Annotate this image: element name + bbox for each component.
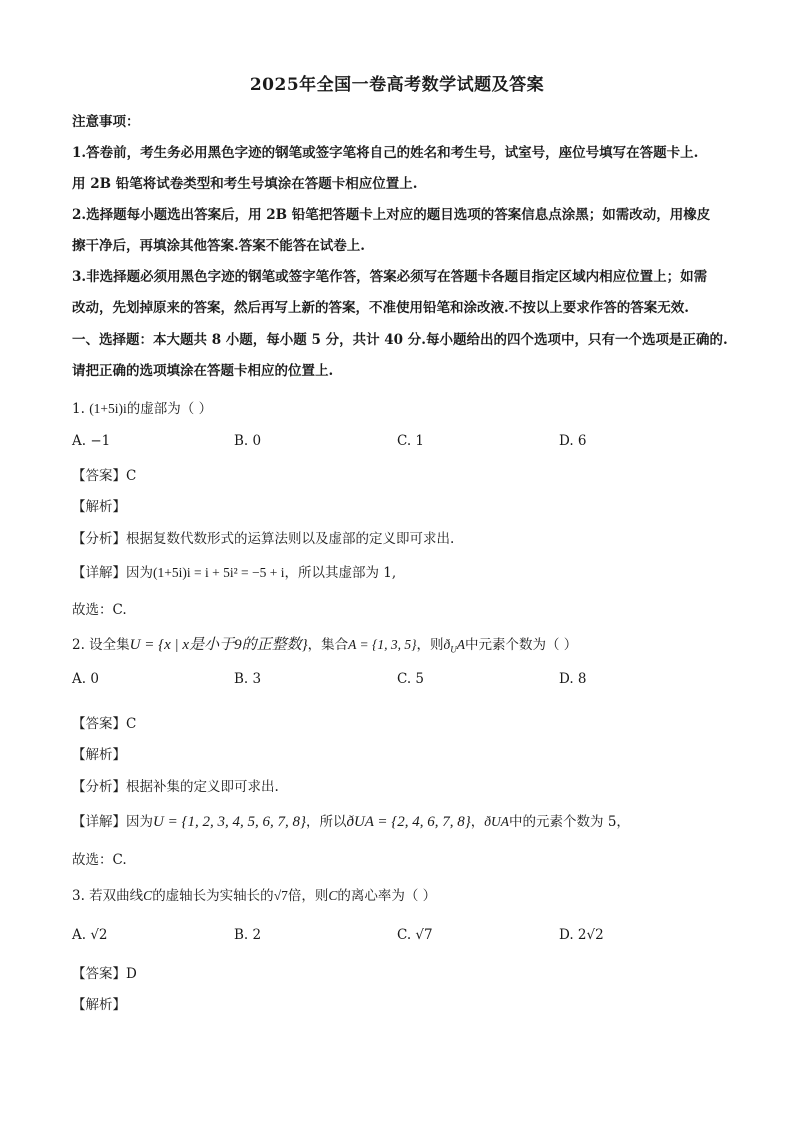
q1-option-a: A. −1 bbox=[72, 433, 111, 449]
q2-subscript: U bbox=[450, 644, 457, 655]
q2-stem-then: ，则 bbox=[416, 637, 444, 653]
page-title: 2025年全国一卷高考数学试题及答案 bbox=[249, 75, 545, 95]
q1-detail-math: (1+5i)i = i + 5i² = −5 + i bbox=[153, 565, 285, 580]
q1-option-c: C. 1 bbox=[397, 433, 425, 449]
notice-item-1-line-2: 用 2B 铅笔将试卷类型和考生号填涂在答题卡相应位置上. bbox=[72, 176, 418, 192]
question-3-stem bbox=[72, 884, 436, 904]
q2-option-b: B. 3 bbox=[234, 671, 262, 687]
q2-detail-math-3: ðUA bbox=[484, 814, 510, 829]
q3-option-c: C. √7 bbox=[397, 927, 433, 943]
q1-detail-prefix: 【详解】因为 bbox=[72, 565, 153, 581]
question-2-stem bbox=[72, 633, 577, 655]
q2-answer: 【答案】C bbox=[72, 716, 137, 732]
q2-detail-mid: ，所以 bbox=[305, 814, 347, 830]
question-1-text: 的虚部为（ ） bbox=[126, 401, 213, 417]
notice-item-3-line-2: 改动，先划掉原来的答案，然后再写上新的答案，不准使用铅笔和涂改液.不按以上要求作答的答案无效. bbox=[72, 300, 689, 316]
q1-option-d: D. 6 bbox=[559, 433, 587, 449]
q1-option-b: B. 0 bbox=[234, 433, 262, 449]
q2-stem-prefix: 2. 设全集 bbox=[72, 637, 130, 653]
q3-option-d: D. 2√2 bbox=[559, 927, 604, 943]
q2-stem-suffix: 中元素个数为（ ） bbox=[465, 637, 578, 653]
q1-analysis: 【分析】根据复数代数形式的运算法则以及虚部的定义即可求出. bbox=[72, 531, 455, 547]
q2-option-d: D. 8 bbox=[559, 671, 587, 687]
q2-detail-prefix: 【详解】因为 bbox=[72, 814, 153, 830]
q2-set-symbol: A bbox=[456, 637, 465, 652]
q2-option-a: A. 0 bbox=[72, 671, 99, 687]
q3-analysis-label: 【解析】 bbox=[72, 997, 126, 1013]
notice-item-2-line-1: 2.选择题每小题选出答案后，用 2B 铅笔把答题卡上对应的题目选项的答案信息点涂黑；如需改动，用橡皮 bbox=[72, 207, 711, 223]
q2-set-a: A = {1, 3, 5} bbox=[348, 637, 417, 652]
q2-analysis: 【分析】根据补集的定义即可求出. bbox=[72, 779, 279, 795]
q1-detail-suffix: ，所以其虚部为 1, bbox=[284, 565, 397, 581]
q1-analysis-label: 【解析】 bbox=[72, 499, 126, 515]
q2-analysis-label: 【解析】 bbox=[72, 747, 126, 763]
complement-icon: ð bbox=[443, 637, 451, 652]
q2-conclusion: 故选：C. bbox=[72, 852, 127, 868]
q2-detail-suffix: 中的元素个数为 5， bbox=[509, 814, 630, 830]
q3-answer: 【答案】D bbox=[72, 966, 137, 982]
q2-detail-math: U = {1, 2, 3, 4, 5, 6, 7, 8} bbox=[153, 814, 306, 830]
q1-answer: 【答案】C bbox=[72, 468, 137, 484]
q1-detail bbox=[72, 561, 396, 581]
notice-heading: 注意事项： bbox=[72, 114, 140, 130]
q2-option-c: C. 5 bbox=[397, 671, 425, 687]
q3-curve-c: C bbox=[143, 888, 153, 903]
q3-curve-c-2: C bbox=[328, 888, 338, 903]
q3-option-b: B. 2 bbox=[234, 927, 262, 943]
notice-item-3-line-1: 3.非选择题必须用黑色字迹的钢笔或签字笔作答，答案必须写在答题卡各题目指定区域内相应位置上；如需 bbox=[72, 269, 708, 285]
notice-item-1-line-1: 1.答卷前，考生务必用黑色字迹的钢笔或签字笔将自己的姓名和考生号，试室号，座位号填写在答题卡上. bbox=[72, 145, 699, 161]
question-1-math: (1+5i)i bbox=[89, 401, 127, 416]
q3-stem-prefix: 3. 若双曲线 bbox=[72, 888, 144, 904]
section-heading-line-2: 请把正确的选项填涂在答题卡相应的位置上. bbox=[72, 363, 334, 379]
q3-stem-mid: 的虚轴长为实轴长的 bbox=[152, 888, 274, 904]
q3-stem-mid-2: 倍，则 bbox=[287, 888, 329, 904]
q2-universal-set: U = {x | x是小于9的正整数} bbox=[129, 637, 308, 653]
q3-sqrt-7: √7 bbox=[273, 888, 288, 903]
q2-stem-mid: ，集合 bbox=[307, 637, 349, 653]
q3-option-a: A. √2 bbox=[72, 927, 108, 943]
question-number: 1. bbox=[72, 401, 85, 417]
question-1-stem bbox=[72, 397, 212, 417]
q2-detail-math-2: ðUA = {2, 4, 6, 7, 8} bbox=[346, 814, 471, 830]
q1-conclusion: 故选：C. bbox=[72, 602, 127, 618]
q2-detail-mid-2: ， bbox=[470, 814, 485, 830]
q3-stem-suffix: 的离心率为（ ） bbox=[337, 888, 437, 904]
q2-detail bbox=[72, 810, 630, 831]
notice-item-2-line-2: 擦干净后，再填涂其他答案.答案不能答在试卷上. bbox=[72, 238, 365, 254]
section-heading-line-1: 一、选择题：本大题共 8 小题，每小题 5 分，共计 40 分.每小题给出的四个选项中，只有一个选项是正确的. bbox=[72, 332, 728, 348]
